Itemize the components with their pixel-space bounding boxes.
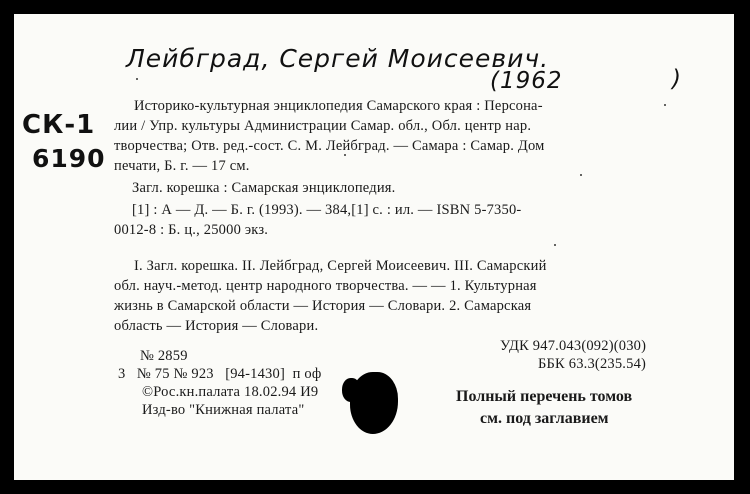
description-line-3: творчества; Отв. ред.-сост. С. М. Лейбград. — Самара : Самар. Дом	[114, 138, 545, 154]
record-number: № 2859	[140, 348, 188, 364]
order-line: 3 № 75 № 923 [94-1430] п оф	[118, 366, 322, 382]
handwritten-year-close: )	[672, 66, 682, 92]
description-line-2: лии / Упр. культуры Администрации Самар. обл., Обл. центр нар.	[114, 118, 532, 134]
handwritten-author-name: Лейбград, Сергей Моисеевич.	[126, 44, 550, 73]
book-chamber-line: ©Рос.кн.палата 18.02.94 И9	[142, 384, 319, 400]
stamp-line-2: см. под заглавием	[480, 410, 609, 427]
tracings-line-4: область — История — Словари.	[114, 318, 319, 334]
tracings-line-1: I. Загл. корешка. II. Лейбград, Сергей Моисеевич. III. Самарский	[134, 258, 547, 274]
dust-speck	[136, 78, 138, 80]
publisher-line: Изд-во "Книжная палата"	[142, 402, 305, 418]
dust-speck	[580, 174, 582, 176]
volume-line-1: [1] : А — Д. — Б. г. (1993). — 384,[1] с. : ил. — ISBN 5-7350-	[132, 202, 522, 218]
handwritten-shelf-number: 6190	[32, 144, 106, 173]
udk-code: УДК 947.043(092)(030)	[500, 338, 647, 354]
dust-speck	[344, 154, 346, 156]
catalog-card	[14, 14, 734, 480]
tracings-line-2: обл. науч.-метод. центр народного творчества. — — 1. Культурная	[114, 278, 537, 294]
bbk-code: ББК 63.3(235.54)	[538, 356, 647, 372]
handwritten-shelf-code: СК-1	[22, 110, 96, 140]
dust-speck	[554, 244, 556, 246]
handwritten-year: (1962	[490, 68, 563, 94]
tracings-line-3: жизнь в Самарской области — История — Словари. 2. Самарская	[114, 298, 532, 314]
description-line-1: Историко-культурная энциклопедия Самарского края : Персона-	[134, 98, 543, 114]
stamp-line-1: Полный перечень томов	[456, 388, 633, 405]
dust-speck	[664, 104, 666, 106]
volume-line-2: 0012-8 : Б. ц., 25000 экз.	[114, 222, 269, 238]
description-line-4: печати, Б. г. — 17 см.	[114, 158, 250, 174]
spine-title: Загл. корешка : Самарская энциклопедия.	[132, 180, 396, 196]
